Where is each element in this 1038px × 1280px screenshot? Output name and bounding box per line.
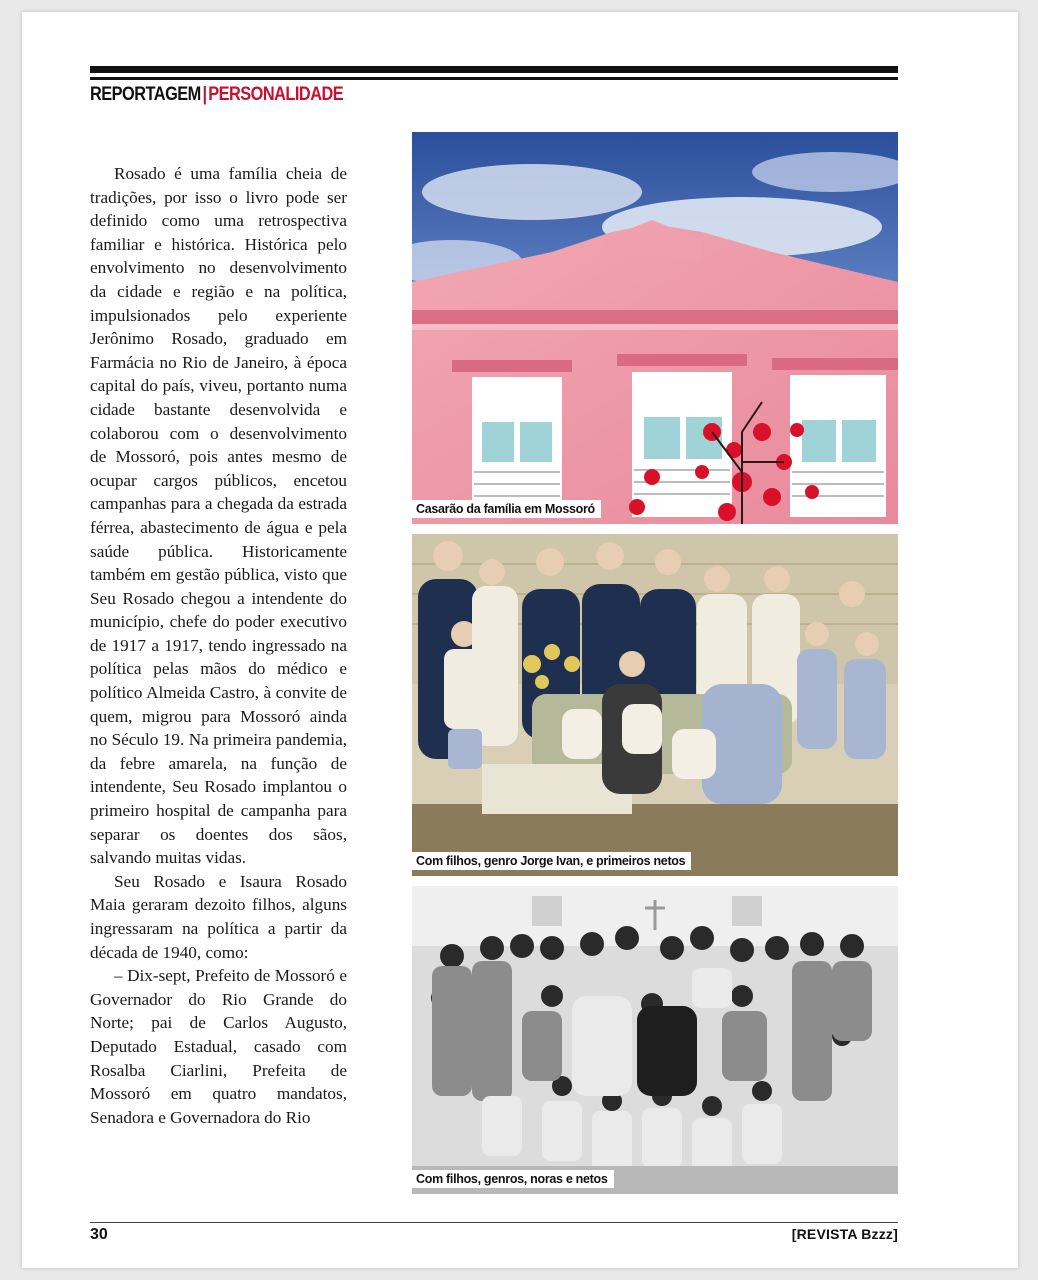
photo-caption: Com filhos, genro Jorge Ivan, e primeiros netos xyxy=(412,852,691,870)
section-label: REPORTAGEM xyxy=(90,84,201,105)
subsection-label: PERSONALIDADE xyxy=(208,84,344,105)
article-paragraph: Seu Rosado e Isaura Rosado Maia geraram dezoito filhos, alguns ingressaram na política a partir da década de 1940, como: xyxy=(90,871,347,962)
article-body xyxy=(90,162,347,1129)
article-paragraph: – Dix-sept, Prefeito de Mossoró e Governador do Rio Grande do Norte; pai de Carlos Augusto, Deputado Estadual, casado com Rosalba Ciarlini, Prefeita de Mossoró em quatro mandatos, Senadora e Governadora do Rio xyxy=(90,966,347,1127)
photo-caption: Com filhos, genros, noras e netos xyxy=(412,1170,614,1188)
extended-family-illustration xyxy=(412,886,898,1194)
page-number: 30 xyxy=(90,1226,108,1243)
photo-extended-family xyxy=(412,886,898,1194)
photo-caption: Casarão da família em Mossoró xyxy=(412,500,601,518)
header-rule-thick xyxy=(90,66,898,73)
article-paragraph: Rosado é uma família cheia de tradições, por isso o livro pode ser definido como uma retrospectiva familiar e histórica. Histórica pelo envolvimento no desenvolvimento da cidade e região e na política, impulsionados pelo experiente Jerônimo Rosado, graduado em Farmácia no Rio de Janeiro, à época capital do país, viveu, portanto numa cidade bastante desenvolvida e colaborou com o desenvolvimento de Mossoró, pois antes mesmo de ocupar cargos públicos, encetou campanhas para a chegada da estrada férrea, abastecimento de água e pela saúde pública. Historicamente também em gestão pública, visto que Seu Rosado chegou a intendente do município, chefe do poder executivo de 1917 a 1917, tendo ingressado na política pelas mãos do médico e político Almeida Castro, à convite de quem, migrou para Mossoró ainda no Século 19. Na primeira pandemia, da febre amarela, na função de intendente, Seu Rosado implantou o primeiro hospital de campanha para separar os doentes dos sãos, salvando muitas vidas. xyxy=(90,164,347,868)
section-header xyxy=(90,84,343,106)
section-separator: | xyxy=(202,84,207,105)
photo-family-mansion xyxy=(412,132,898,524)
magazine-page xyxy=(22,12,1018,1268)
footer-rule xyxy=(90,1222,898,1223)
mansion-illustration xyxy=(412,132,898,524)
photo-family-portrait xyxy=(412,534,898,876)
magazine-name: [REVISTA Bzzz] xyxy=(791,1226,898,1242)
family-portrait-illustration xyxy=(412,534,898,876)
header-rule-thin xyxy=(90,77,898,80)
